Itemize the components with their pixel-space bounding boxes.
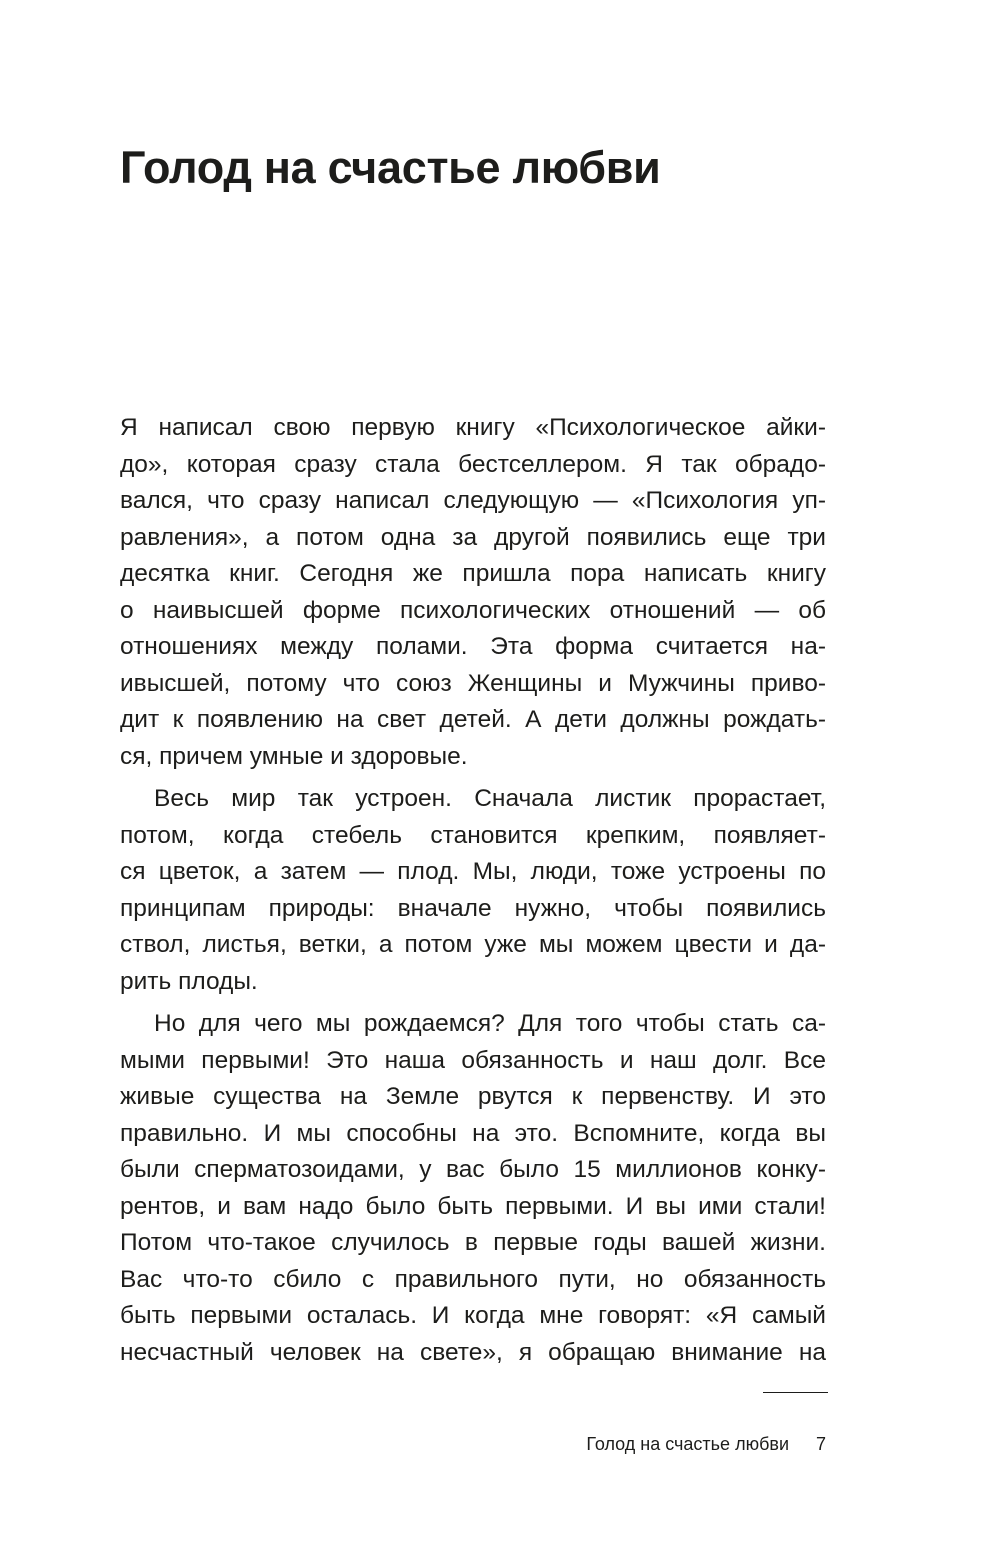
text-line: несчастный человек на свете», я обращаю внимание на <box>120 1338 826 1366</box>
text-line: вался, что сразу написал следующую — «Психология уп- <box>120 487 826 514</box>
text-line: живые существа на Земле рвутся к первенству. И это <box>120 1083 826 1110</box>
paragraph-2 <box>120 781 826 1000</box>
text-line: ствол, листья, ветки, а потом уже мы можем цвести и да- <box>120 931 826 958</box>
text-line: дит к появлению на свет детей. А дети должны рождать- <box>120 706 826 733</box>
text-line: Весь мир так устроен. Сначала листик прорастает, <box>154 785 826 812</box>
text-line: Потом что-такое случилось в первые годы вашей жизни. <box>120 1229 826 1256</box>
text-line: ся цветок, а затем — плод. Мы, люди, тоже устроены по <box>120 858 826 885</box>
text-line: до», которая сразу стала бестселлером. Я так обрадо- <box>120 450 826 478</box>
text-line: равления», а потом одна за другой появились еще три <box>120 523 826 551</box>
text-line: десятка книг. Сегодня же пришла пора написать книгу <box>120 560 826 587</box>
text-line: Но для чего мы рождаемся? Для того чтобы стать са- <box>154 1010 826 1037</box>
text-line: Я написал свою первую книгу «Психологическое айки- <box>120 414 826 441</box>
text-line: были сперматозоидами, у вас было 15 миллионов конку- <box>120 1156 826 1183</box>
text-line: отношениях между полами. Эта форма считается на- <box>120 633 826 660</box>
text-line: Вас что-то сбило с правильного пути, но обязанность <box>120 1265 826 1293</box>
paragraph-1 <box>120 410 826 775</box>
paragraph-3 <box>120 1006 826 1371</box>
text-line: о наивысшей форме психологических отношений — об <box>120 596 826 624</box>
text-line: потом, когда стебель становится крепким, появляет- <box>120 821 826 849</box>
text-line: ся, причем умные и здоровые. <box>120 742 468 770</box>
text-line: принципам природы: вначале нужно, чтобы появились <box>120 894 826 922</box>
text-line: правильно. И мы способны на это. Вспомните, когда вы <box>120 1119 826 1147</box>
text-line: быть первыми осталась. И когда мне говорят: «Я самый <box>120 1302 826 1329</box>
chapter-title: Голод на счастье любви <box>120 142 661 193</box>
text-line: ивысшей, потому что союз Женщины и Мужчины приво- <box>120 669 826 697</box>
body-text <box>120 410 826 1371</box>
footer-rule <box>763 1392 828 1393</box>
text-line: рентов, и вам надо было быть первыми. И вы ими стали! <box>120 1192 826 1220</box>
text-line: рить плоды. <box>120 967 258 995</box>
page-number: 7 <box>816 1434 827 1454</box>
text-line: мыми первыми! Это наша обязанность и наш долг. Все <box>120 1046 826 1074</box>
running-head: Голод на счастье любви <box>586 1434 789 1454</box>
